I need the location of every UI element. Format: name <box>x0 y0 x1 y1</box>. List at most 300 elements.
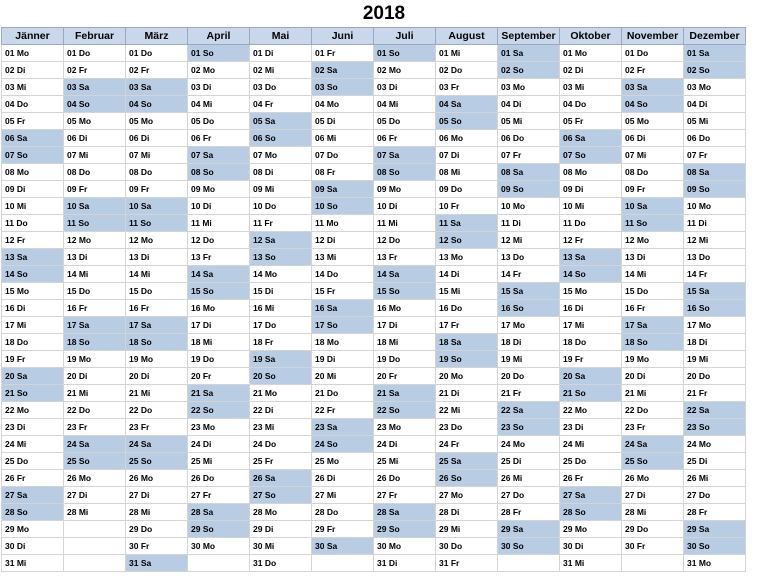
day-cell[interactable]: 20 Do <box>498 368 560 385</box>
day-cell[interactable]: 19 Fr <box>560 351 622 368</box>
month-header[interactable]: März <box>126 28 188 45</box>
day-cell[interactable]: 28 So <box>2 504 64 521</box>
day-cell[interactable]: 27 Mi <box>312 487 374 504</box>
day-cell[interactable]: 21 Fr <box>684 385 746 402</box>
day-cell[interactable]: 04 So <box>126 96 188 113</box>
day-cell[interactable]: 17 Sa <box>64 317 126 334</box>
day-cell[interactable]: 23 Mo <box>374 419 436 436</box>
day-cell[interactable]: 02 Sa <box>312 62 374 79</box>
day-cell[interactable]: 19 Mo <box>126 351 188 368</box>
day-cell[interactable]: 19 Fr <box>2 351 64 368</box>
day-cell[interactable]: 02 Do <box>436 62 498 79</box>
day-cell[interactable]: 26 Di <box>312 470 374 487</box>
day-cell[interactable]: 15 So <box>188 283 250 300</box>
day-cell[interactable]: 24 Mo <box>684 436 746 453</box>
day-cell[interactable]: 27 So <box>250 487 312 504</box>
day-cell[interactable]: 02 Mi <box>250 62 312 79</box>
day-cell[interactable]: 04 So <box>622 96 684 113</box>
day-cell[interactable]: 13 Mi <box>312 249 374 266</box>
day-cell[interactable]: 08 Fr <box>312 164 374 181</box>
day-cell[interactable]: 11 Di <box>684 215 746 232</box>
day-cell[interactable]: 21 Sa <box>374 385 436 402</box>
month-header[interactable]: Jänner <box>2 28 64 45</box>
day-cell[interactable]: 05 Mi <box>498 113 560 130</box>
day-cell[interactable]: 19 Mi <box>684 351 746 368</box>
day-cell[interactable]: 30 So <box>498 538 560 555</box>
day-cell[interactable]: 01 So <box>374 45 436 62</box>
day-cell[interactable]: 19 Sa <box>250 351 312 368</box>
day-cell[interactable]: 28 Sa <box>374 504 436 521</box>
day-cell[interactable]: 14 So <box>2 266 64 283</box>
day-cell[interactable]: 10 Di <box>188 198 250 215</box>
day-cell[interactable]: 16 So <box>684 300 746 317</box>
day-cell[interactable]: 23 So <box>684 419 746 436</box>
day-cell[interactable]: 24 Sa <box>126 436 188 453</box>
month-header[interactable]: Juli <box>374 28 436 45</box>
day-cell[interactable]: 08 Di <box>250 164 312 181</box>
day-cell[interactable]: 06 So <box>250 130 312 147</box>
day-cell[interactable]: 28 Mo <box>250 504 312 521</box>
day-cell[interactable]: 01 Di <box>250 45 312 62</box>
day-cell[interactable]: 01 Do <box>64 45 126 62</box>
day-cell[interactable]: 11 Fr <box>250 215 312 232</box>
day-cell[interactable]: 04 Di <box>498 96 560 113</box>
day-cell[interactable]: 31 Mi <box>560 555 622 572</box>
day-cell[interactable]: 28 Fr <box>498 504 560 521</box>
day-cell[interactable]: 04 Mo <box>312 96 374 113</box>
day-cell[interactable]: 19 Mo <box>64 351 126 368</box>
day-cell[interactable]: 04 Do <box>560 96 622 113</box>
day-cell[interactable]: 01 Fr <box>312 45 374 62</box>
day-cell[interactable]: 02 Mo <box>374 62 436 79</box>
day-cell[interactable]: 12 Sa <box>250 232 312 249</box>
day-cell[interactable]: 12 Mi <box>498 232 560 249</box>
day-cell[interactable]: 29 Sa <box>684 521 746 538</box>
day-cell[interactable]: 22 Do <box>64 402 126 419</box>
day-cell[interactable]: 14 Fr <box>498 266 560 283</box>
day-cell[interactable]: 10 Di <box>374 198 436 215</box>
day-cell[interactable]: 20 Do <box>684 368 746 385</box>
month-header[interactable]: September <box>498 28 560 45</box>
day-cell[interactable]: 28 Mi <box>126 504 188 521</box>
day-cell[interactable]: 09 Sa <box>312 181 374 198</box>
day-cell[interactable]: 24 Do <box>250 436 312 453</box>
day-cell[interactable]: 07 Mi <box>126 147 188 164</box>
day-cell[interactable]: 05 Fr <box>2 113 64 130</box>
day-cell[interactable]: 29 Sa <box>498 521 560 538</box>
day-cell[interactable]: 06 Do <box>684 130 746 147</box>
day-cell[interactable]: 11 Do <box>2 215 64 232</box>
day-cell[interactable]: 26 Mo <box>126 470 188 487</box>
day-cell[interactable]: 12 Mo <box>622 232 684 249</box>
day-cell[interactable]: 15 Mo <box>560 283 622 300</box>
day-cell[interactable]: 09 Di <box>560 181 622 198</box>
day-cell[interactable]: 01 Mo <box>2 45 64 62</box>
month-header[interactable]: August <box>436 28 498 45</box>
day-cell[interactable]: 12 Mo <box>64 232 126 249</box>
day-cell[interactable]: 13 Di <box>622 249 684 266</box>
day-cell[interactable]: 05 Fr <box>560 113 622 130</box>
day-cell[interactable]: 09 Mo <box>374 181 436 198</box>
day-cell[interactable]: 20 Sa <box>560 368 622 385</box>
day-cell[interactable]: 10 Do <box>250 198 312 215</box>
day-cell[interactable]: 12 Do <box>188 232 250 249</box>
day-cell[interactable]: 23 Mo <box>188 419 250 436</box>
day-cell[interactable]: 10 Mo <box>498 198 560 215</box>
day-cell[interactable]: 18 So <box>64 334 126 351</box>
day-cell[interactable]: 03 Do <box>250 79 312 96</box>
day-cell[interactable]: 14 Do <box>312 266 374 283</box>
day-cell[interactable]: 23 Fr <box>64 419 126 436</box>
month-header[interactable]: Oktober <box>560 28 622 45</box>
day-cell[interactable]: 13 Sa <box>2 249 64 266</box>
day-cell[interactable]: 16 Di <box>2 300 64 317</box>
day-cell[interactable]: 29 So <box>374 521 436 538</box>
day-cell[interactable]: 17 Di <box>188 317 250 334</box>
day-cell[interactable]: 12 Di <box>312 232 374 249</box>
day-cell[interactable]: 19 Do <box>188 351 250 368</box>
day-cell[interactable]: 24 Sa <box>622 436 684 453</box>
day-cell[interactable]: 04 Sa <box>436 96 498 113</box>
day-cell[interactable]: 27 Fr <box>374 487 436 504</box>
day-cell[interactable]: 19 Mi <box>498 351 560 368</box>
day-cell[interactable]: 05 Mo <box>64 113 126 130</box>
day-cell[interactable]: 06 Fr <box>374 130 436 147</box>
day-cell[interactable]: 11 Sa <box>436 215 498 232</box>
day-cell[interactable]: 07 Sa <box>188 147 250 164</box>
day-cell[interactable]: 25 Do <box>2 453 64 470</box>
day-cell[interactable]: 31 Fr <box>436 555 498 572</box>
day-cell[interactable]: 11 So <box>64 215 126 232</box>
day-cell[interactable]: 18 So <box>126 334 188 351</box>
day-cell[interactable]: 23 Sa <box>312 419 374 436</box>
day-cell[interactable]: 16 Do <box>436 300 498 317</box>
day-cell[interactable]: 28 So <box>560 504 622 521</box>
day-cell[interactable]: 28 Sa <box>188 504 250 521</box>
day-cell[interactable]: 11 So <box>126 215 188 232</box>
day-cell[interactable]: 23 Di <box>2 419 64 436</box>
day-cell[interactable]: 05 Mo <box>622 113 684 130</box>
day-cell[interactable]: 05 Mi <box>684 113 746 130</box>
day-cell[interactable]: 25 Sa <box>436 453 498 470</box>
day-cell[interactable]: 26 Do <box>188 470 250 487</box>
day-cell[interactable]: 06 Sa <box>560 130 622 147</box>
day-cell[interactable]: 03 Mo <box>684 79 746 96</box>
day-cell[interactable]: 27 Do <box>684 487 746 504</box>
day-cell[interactable]: 10 Mo <box>684 198 746 215</box>
day-cell[interactable]: 05 So <box>436 113 498 130</box>
day-cell[interactable]: 16 Mi <box>250 300 312 317</box>
day-cell[interactable]: 18 Mi <box>374 334 436 351</box>
day-cell[interactable]: 24 Di <box>188 436 250 453</box>
day-cell[interactable]: 10 Sa <box>126 198 188 215</box>
day-cell[interactable]: 07 Fr <box>684 147 746 164</box>
day-cell[interactable]: 19 Di <box>312 351 374 368</box>
day-cell[interactable]: 21 Fr <box>498 385 560 402</box>
day-cell[interactable]: 05 Sa <box>250 113 312 130</box>
day-cell[interactable]: 15 Mi <box>436 283 498 300</box>
day-cell[interactable]: 14 Sa <box>188 266 250 283</box>
day-cell[interactable]: 20 Di <box>64 368 126 385</box>
day-cell[interactable]: 01 Sa <box>684 45 746 62</box>
day-cell[interactable]: 29 Mo <box>2 521 64 538</box>
day-cell[interactable]: 20 Di <box>126 368 188 385</box>
day-cell[interactable]: 05 Do <box>374 113 436 130</box>
day-cell[interactable]: 09 So <box>684 181 746 198</box>
day-cell[interactable]: 15 Mo <box>2 283 64 300</box>
day-cell[interactable]: 31 Mi <box>2 555 64 572</box>
day-cell[interactable]: 30 Do <box>436 538 498 555</box>
day-cell[interactable]: 08 Do <box>64 164 126 181</box>
day-cell[interactable]: 20 So <box>250 368 312 385</box>
day-cell[interactable]: 21 So <box>2 385 64 402</box>
day-cell[interactable]: 09 Mo <box>188 181 250 198</box>
day-cell[interactable]: 17 Mo <box>498 317 560 334</box>
day-cell[interactable]: 23 Di <box>560 419 622 436</box>
day-cell[interactable]: 27 Do <box>498 487 560 504</box>
day-cell[interactable]: 16 Sa <box>312 300 374 317</box>
day-cell[interactable]: 31 Mo <box>684 555 746 572</box>
day-cell[interactable]: 10 Sa <box>622 198 684 215</box>
day-cell[interactable]: 15 Do <box>126 283 188 300</box>
day-cell[interactable]: 29 So <box>188 521 250 538</box>
day-cell[interactable]: 07 So <box>2 147 64 164</box>
day-cell[interactable]: 29 Di <box>250 521 312 538</box>
day-cell[interactable]: 25 Mo <box>312 453 374 470</box>
day-cell[interactable]: 08 Do <box>622 164 684 181</box>
day-cell[interactable]: 17 Mi <box>560 317 622 334</box>
day-cell[interactable]: 06 Mi <box>312 130 374 147</box>
day-cell[interactable]: 30 So <box>684 538 746 555</box>
day-cell[interactable]: 08 Mo <box>2 164 64 181</box>
day-cell[interactable]: 14 Di <box>436 266 498 283</box>
day-cell[interactable]: 13 Mo <box>436 249 498 266</box>
month-header[interactable]: Februar <box>64 28 126 45</box>
day-cell[interactable]: 14 Mi <box>622 266 684 283</box>
day-cell[interactable]: 07 Sa <box>374 147 436 164</box>
day-cell[interactable]: 03 Mi <box>560 79 622 96</box>
day-cell[interactable]: 20 Mo <box>436 368 498 385</box>
day-cell[interactable]: 10 Sa <box>64 198 126 215</box>
day-cell[interactable]: 12 So <box>436 232 498 249</box>
day-cell[interactable]: 07 Mo <box>250 147 312 164</box>
day-cell[interactable]: 13 Di <box>64 249 126 266</box>
day-cell[interactable]: 02 So <box>498 62 560 79</box>
day-cell[interactable]: 25 Di <box>498 453 560 470</box>
day-cell[interactable]: 23 So <box>498 419 560 436</box>
day-cell[interactable]: 18 Do <box>560 334 622 351</box>
day-cell[interactable]: 13 Sa <box>560 249 622 266</box>
day-cell[interactable]: 07 Fr <box>498 147 560 164</box>
day-cell[interactable]: 23 Do <box>436 419 498 436</box>
day-cell[interactable]: 26 Mo <box>64 470 126 487</box>
day-cell[interactable]: 21 Mo <box>250 385 312 402</box>
day-cell[interactable]: 22 Fr <box>312 402 374 419</box>
day-cell[interactable]: 22 So <box>374 402 436 419</box>
day-cell[interactable]: 16 Di <box>560 300 622 317</box>
day-cell[interactable]: 02 Fr <box>126 62 188 79</box>
day-cell[interactable]: 06 Do <box>498 130 560 147</box>
day-cell[interactable]: 24 So <box>312 436 374 453</box>
day-cell[interactable]: 05 Do <box>188 113 250 130</box>
day-cell[interactable]: 22 Mo <box>560 402 622 419</box>
day-cell[interactable]: 01 Mo <box>560 45 622 62</box>
day-cell[interactable]: 26 Mi <box>498 470 560 487</box>
day-cell[interactable]: 02 Mo <box>188 62 250 79</box>
day-cell[interactable]: 30 Mi <box>250 538 312 555</box>
day-cell[interactable]: 28 Mi <box>64 504 126 521</box>
day-cell[interactable]: 02 Di <box>560 62 622 79</box>
day-cell[interactable]: 15 Di <box>250 283 312 300</box>
day-cell[interactable]: 17 So <box>312 317 374 334</box>
day-cell[interactable]: 03 Mo <box>498 79 560 96</box>
day-cell[interactable]: 27 Di <box>622 487 684 504</box>
day-cell[interactable]: 13 Fr <box>374 249 436 266</box>
day-cell[interactable]: 09 Do <box>436 181 498 198</box>
day-cell[interactable]: 19 Mo <box>622 351 684 368</box>
day-cell[interactable]: 22 So <box>188 402 250 419</box>
day-cell[interactable]: 13 Do <box>498 249 560 266</box>
day-cell[interactable]: 25 Do <box>560 453 622 470</box>
day-cell[interactable]: 24 Sa <box>64 436 126 453</box>
day-cell[interactable]: 29 Do <box>622 521 684 538</box>
day-cell[interactable]: 22 Do <box>126 402 188 419</box>
day-cell[interactable]: 17 Fr <box>436 317 498 334</box>
day-cell[interactable]: 16 Fr <box>126 300 188 317</box>
day-cell[interactable]: 18 Di <box>498 334 560 351</box>
day-cell[interactable]: 18 Sa <box>436 334 498 351</box>
day-cell[interactable]: 17 Mi <box>2 317 64 334</box>
day-cell[interactable]: 23 Mi <box>250 419 312 436</box>
day-cell[interactable]: 03 Sa <box>64 79 126 96</box>
day-cell[interactable]: 01 Do <box>126 45 188 62</box>
day-cell[interactable]: 21 Mi <box>622 385 684 402</box>
day-cell[interactable]: 30 Di <box>560 538 622 555</box>
day-cell[interactable]: 08 Sa <box>684 164 746 181</box>
day-cell[interactable]: 21 So <box>560 385 622 402</box>
day-cell[interactable]: 11 Mi <box>188 215 250 232</box>
day-cell[interactable]: 18 Mi <box>188 334 250 351</box>
day-cell[interactable]: 26 Do <box>374 470 436 487</box>
day-cell[interactable]: 20 Sa <box>2 368 64 385</box>
day-cell[interactable]: 08 Mi <box>436 164 498 181</box>
day-cell[interactable]: 22 Mi <box>436 402 498 419</box>
day-cell[interactable]: 23 Fr <box>126 419 188 436</box>
day-cell[interactable]: 08 So <box>374 164 436 181</box>
day-cell[interactable]: 15 Sa <box>684 283 746 300</box>
day-cell[interactable]: 12 Fr <box>560 232 622 249</box>
day-cell[interactable]: 29 Fr <box>312 521 374 538</box>
day-cell[interactable]: 20 Fr <box>374 368 436 385</box>
day-cell[interactable]: 07 Do <box>312 147 374 164</box>
day-cell[interactable]: 11 Mo <box>312 215 374 232</box>
day-cell[interactable]: 11 Do <box>560 215 622 232</box>
day-cell[interactable]: 13 So <box>250 249 312 266</box>
day-cell[interactable]: 04 Mi <box>374 96 436 113</box>
day-cell[interactable]: 12 Do <box>374 232 436 249</box>
day-cell[interactable]: 11 So <box>622 215 684 232</box>
day-cell[interactable]: 09 Fr <box>64 181 126 198</box>
day-cell[interactable]: 21 Di <box>436 385 498 402</box>
day-cell[interactable]: 08 So <box>188 164 250 181</box>
day-cell[interactable]: 11 Di <box>498 215 560 232</box>
day-cell[interactable]: 24 Mi <box>560 436 622 453</box>
day-cell[interactable]: 21 Mi <box>64 385 126 402</box>
day-cell[interactable]: 31 Do <box>250 555 312 572</box>
day-cell[interactable]: 18 Fr <box>250 334 312 351</box>
day-cell[interactable]: 25 So <box>622 453 684 470</box>
day-cell[interactable]: 06 Sa <box>2 130 64 147</box>
day-cell[interactable]: 17 Mo <box>684 317 746 334</box>
day-cell[interactable]: 16 Mo <box>188 300 250 317</box>
month-header[interactable]: November <box>622 28 684 45</box>
day-cell[interactable]: 02 So <box>684 62 746 79</box>
day-cell[interactable]: 30 Fr <box>126 538 188 555</box>
day-cell[interactable]: 06 Di <box>64 130 126 147</box>
day-cell[interactable]: 27 Di <box>64 487 126 504</box>
day-cell[interactable]: 15 Do <box>622 283 684 300</box>
day-cell[interactable]: 11 Mi <box>374 215 436 232</box>
month-header[interactable]: Juni <box>312 28 374 45</box>
day-cell[interactable]: 27 Mo <box>436 487 498 504</box>
day-cell[interactable]: 03 Fr <box>436 79 498 96</box>
month-header[interactable]: April <box>188 28 250 45</box>
day-cell[interactable]: 28 Di <box>436 504 498 521</box>
day-cell[interactable]: 21 Sa <box>188 385 250 402</box>
day-cell[interactable]: 14 So <box>560 266 622 283</box>
day-cell[interactable]: 21 Mi <box>126 385 188 402</box>
day-cell[interactable]: 30 Mo <box>374 538 436 555</box>
day-cell[interactable]: 07 Di <box>436 147 498 164</box>
day-cell[interactable]: 14 Mi <box>126 266 188 283</box>
day-cell[interactable]: 24 Fr <box>436 436 498 453</box>
day-cell[interactable]: 16 So <box>498 300 560 317</box>
day-cell[interactable]: 26 Mo <box>622 470 684 487</box>
day-cell[interactable]: 01 Mi <box>436 45 498 62</box>
day-cell[interactable]: 09 Mi <box>250 181 312 198</box>
day-cell[interactable]: 05 Di <box>312 113 374 130</box>
day-cell[interactable]: 02 Fr <box>64 62 126 79</box>
day-cell[interactable]: 15 Fr <box>312 283 374 300</box>
day-cell[interactable]: 07 Mi <box>64 147 126 164</box>
day-cell[interactable]: 18 So <box>622 334 684 351</box>
day-cell[interactable]: 09 Fr <box>622 181 684 198</box>
day-cell[interactable]: 17 Do <box>250 317 312 334</box>
day-cell[interactable]: 30 Fr <box>622 538 684 555</box>
day-cell[interactable]: 28 Do <box>312 504 374 521</box>
day-cell[interactable]: 25 Fr <box>250 453 312 470</box>
month-header[interactable]: Dezember <box>684 28 746 45</box>
day-cell[interactable]: 08 Mo <box>560 164 622 181</box>
day-cell[interactable]: 24 Di <box>374 436 436 453</box>
day-cell[interactable]: 21 Do <box>312 385 374 402</box>
day-cell[interactable]: 09 So <box>498 181 560 198</box>
day-cell[interactable]: 28 Fr <box>684 504 746 521</box>
day-cell[interactable]: 22 Sa <box>498 402 560 419</box>
day-cell[interactable]: 15 So <box>374 283 436 300</box>
day-cell[interactable]: 30 Mo <box>188 538 250 555</box>
day-cell[interactable]: 20 Di <box>622 368 684 385</box>
day-cell[interactable]: 01 So <box>188 45 250 62</box>
day-cell[interactable]: 10 Mi <box>2 198 64 215</box>
day-cell[interactable]: 06 Mo <box>436 130 498 147</box>
day-cell[interactable]: 22 Di <box>250 402 312 419</box>
day-cell[interactable]: 12 Fr <box>2 232 64 249</box>
day-cell[interactable]: 04 Fr <box>250 96 312 113</box>
day-cell[interactable]: 30 Sa <box>312 538 374 555</box>
day-cell[interactable]: 18 Mo <box>312 334 374 351</box>
day-cell[interactable]: 02 Di <box>2 62 64 79</box>
